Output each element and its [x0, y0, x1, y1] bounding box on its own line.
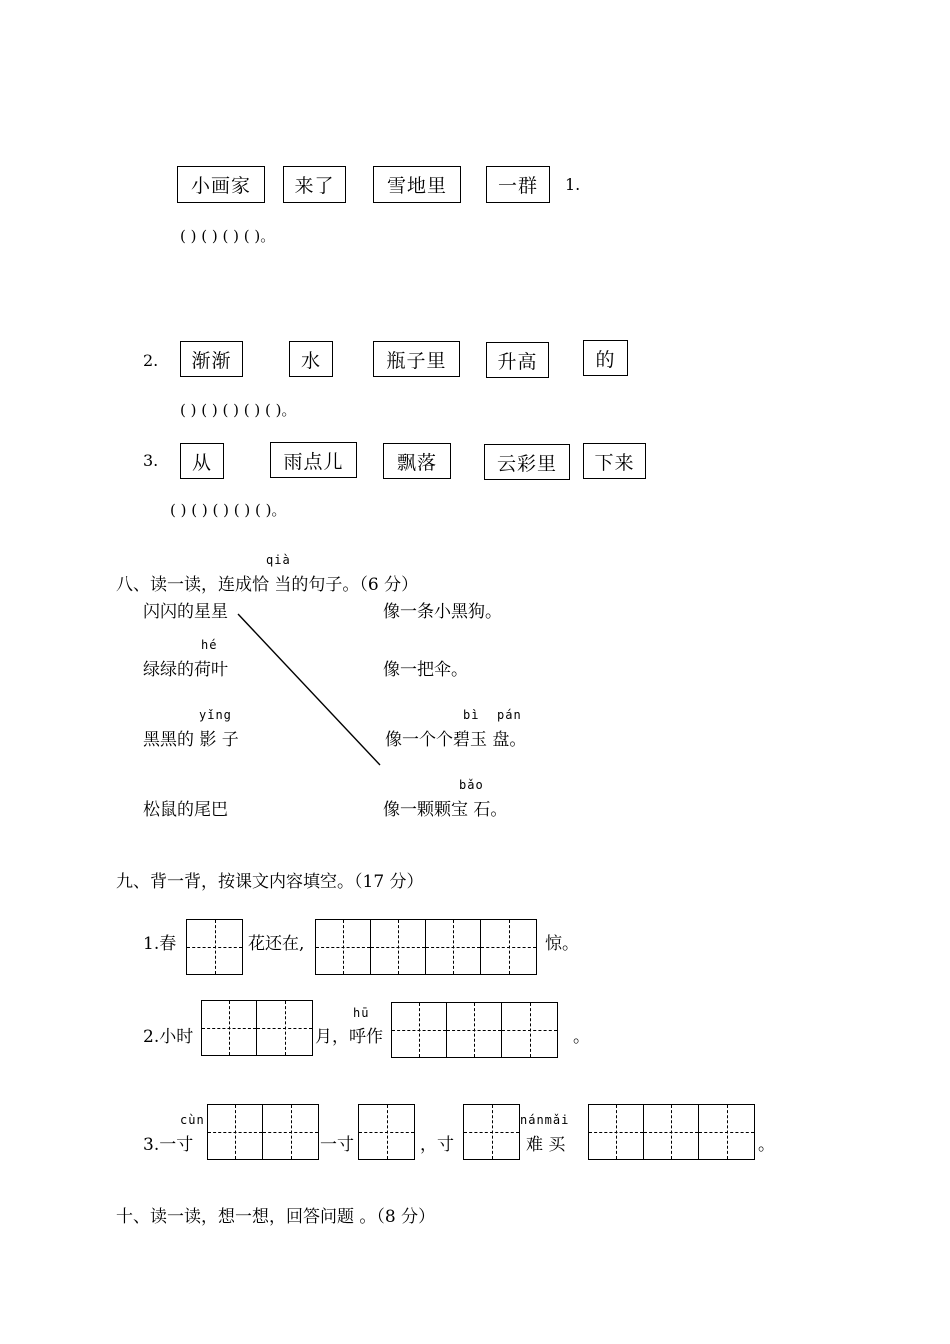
word-card-3-1[interactable]: 从 [180, 443, 224, 479]
fill-line-2-end: 。 [573, 1027, 590, 1047]
fill-line-3-end: 。 [758, 1135, 775, 1155]
pinyin-cun: cùn [180, 1113, 205, 1127]
right-phrase-2[interactable]: 像一把伞。 [383, 660, 468, 680]
word-card-2-1[interactable]: 渐渐 [180, 341, 243, 377]
fill-line-3-d: 难 买 [526, 1135, 566, 1155]
word-card-2-2[interactable]: 水 [289, 341, 333, 377]
word-card-1-1[interactable]: 小画家 [177, 166, 265, 203]
left-phrase-3[interactable]: 黑黑的 影 子 [143, 730, 239, 750]
pinyin-nanmai: nánmǎi [520, 1113, 570, 1127]
section-8-heading-after: 当的句子。（6 分） [269, 575, 419, 595]
section-8-heading-char: 恰 [252, 575, 269, 595]
fill-grid-1a[interactable] [186, 919, 243, 975]
pinyin-ying: yǐng [199, 708, 232, 722]
fill-grid-2a[interactable] [201, 1000, 313, 1056]
fill-grid-3b[interactable] [358, 1104, 415, 1160]
fill-line-2-start: 2.小时 [143, 1027, 194, 1047]
left-phrase-2[interactable]: 绿绿的荷叶 [143, 660, 228, 680]
word-card-3-2[interactable]: 雨点儿 [270, 442, 357, 478]
word-card-2-3[interactable]: 瓶子里 [373, 341, 460, 377]
fill-line-2-mid: 月，呼作 [315, 1027, 383, 1047]
right-phrase-3[interactable]: 像一个个碧玉 盘。 [385, 730, 527, 750]
fill-grid-3a[interactable] [207, 1104, 319, 1160]
fill-grid-3d[interactable] [588, 1104, 755, 1160]
pinyin-bao: bǎo [459, 778, 484, 792]
fill-grid-2b[interactable] [391, 1002, 558, 1058]
left-phrase-1[interactable]: 闪闪的星星 [143, 602, 228, 622]
word-card-3-4[interactable]: 云彩里 [484, 444, 570, 480]
pinyin-pan: pán [497, 708, 522, 722]
answer-blanks-1[interactable]: ( ) ( ) ( ) ( )。 [180, 227, 276, 245]
word-card-2-4[interactable]: 升高 [486, 342, 549, 378]
question-number-2: 2. [143, 351, 159, 370]
left-phrase-4[interactable]: 松鼠的尾巴 [143, 800, 228, 820]
fill-line-3-b: 一寸 [320, 1135, 354, 1155]
pinyin-bi: bì [463, 708, 480, 722]
section-8-heading-before: 八、读一读，连成 [116, 575, 252, 595]
section-9-heading: 九、背一背，按课文内容填空。（17 分） [116, 872, 424, 892]
right-phrase-4[interactable]: 像一颗颗宝 石。 [383, 800, 508, 820]
fill-line-3-start: 3.一寸 [143, 1135, 194, 1155]
pinyin-hu: hū [353, 1006, 370, 1020]
answer-blanks-2[interactable]: ( ) ( ) ( ) ( ) ( )。 [180, 401, 297, 419]
right-phrase-1[interactable]: 像一条小黑狗。 [383, 602, 502, 622]
word-card-1-3[interactable]: 雪地里 [373, 166, 461, 203]
pinyin-he: hé [201, 638, 218, 652]
pinyin-qia: qià [266, 553, 291, 567]
answer-blanks-3[interactable]: ( ) ( ) ( ) ( ) ( )。 [170, 501, 287, 519]
word-card-3-5[interactable]: 下来 [583, 443, 646, 479]
fill-line-3-c: ，寸 [420, 1135, 454, 1155]
question-number-3: 3. [143, 451, 159, 470]
fill-line-1-end: 惊。 [545, 934, 579, 954]
fill-grid-1b[interactable] [315, 919, 537, 975]
word-card-1-4[interactable]: 一群 [486, 166, 550, 203]
word-card-2-5[interactable]: 的 [583, 340, 628, 376]
question-number-1: 1. [565, 175, 581, 194]
fill-line-1-start: 1.春 [143, 934, 177, 954]
word-card-1-2[interactable]: 来了 [283, 166, 346, 203]
fill-grid-3c[interactable] [463, 1104, 520, 1160]
word-card-3-3[interactable]: 飘落 [383, 443, 451, 479]
section-10-heading: 十、读一读，想一想，回答问题 。（8 分） [116, 1207, 436, 1227]
fill-line-1-mid: 花还在, [248, 934, 305, 954]
